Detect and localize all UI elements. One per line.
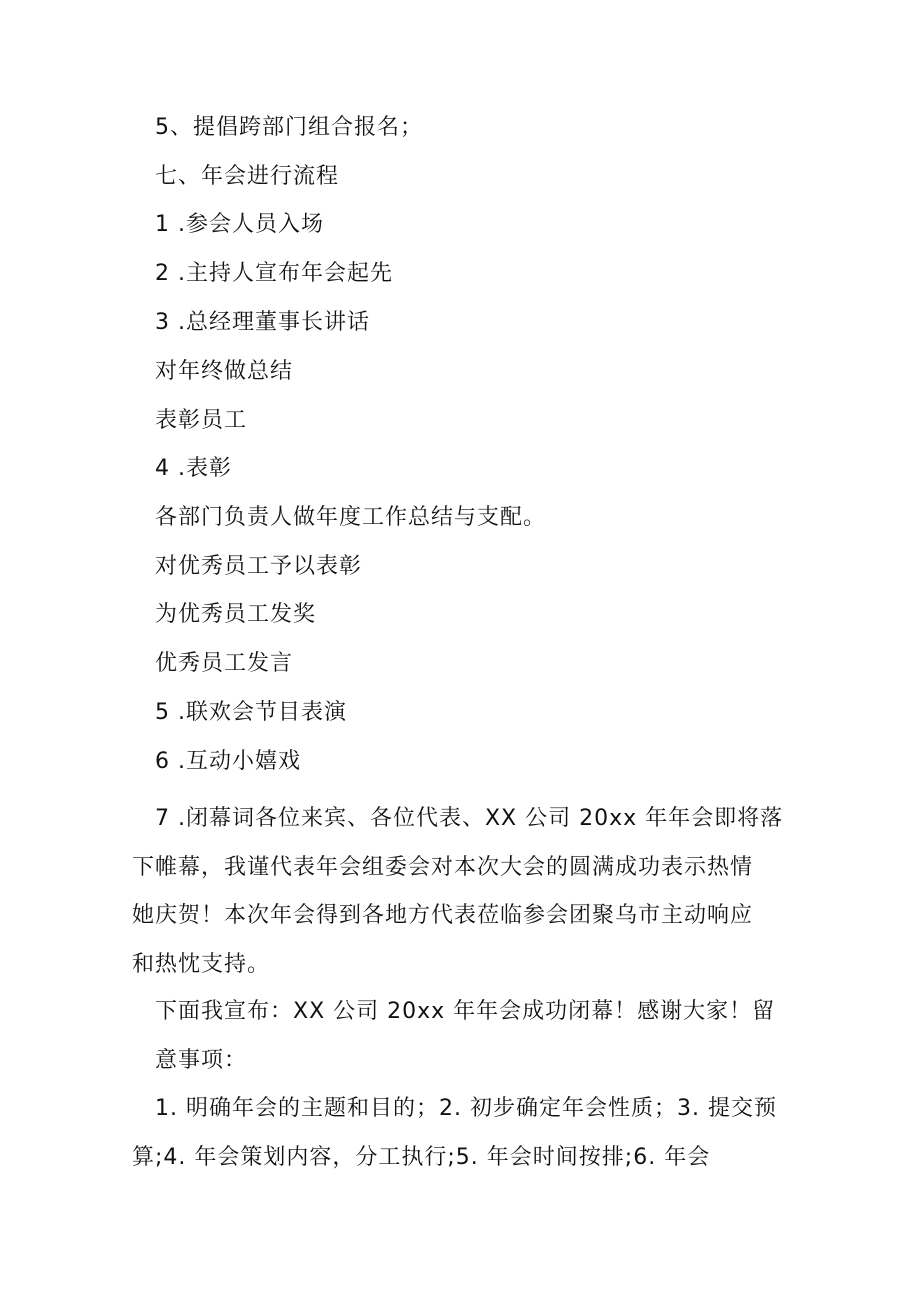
paragraph-line: 下帷幕，我谨代表年会组委会对本次大会的圆满成功表示热情 [132,854,754,880]
section-heading: 七、年会进行流程 [155,164,340,189]
text-line: 5、提倡跨部门组合报名； [155,115,423,140]
notes-paragraph [132,1085,787,1182]
paragraph-line: 1. 明确年会的主题和目的；2. 初步确定年会性质；3. 提交预 [155,1096,777,1121]
text-line: 1 .参会人员入场 [155,212,324,237]
text-line: 对优秀员工予以表彰 [155,554,363,579]
paragraph-line: 算;4. 年会策划内容，分工执行;5. 年会时间按排;6. 年会 [132,1144,711,1170]
text-line: 2 .主持人宣布年会起先 [155,261,393,286]
paragraph-line: 下面我宣布：XX 公司 20xx 年年会成功闭幕！感谢大家！留 [155,999,776,1024]
text-line: 6 .互动小嬉戏 [155,749,301,774]
text-line: 对年终做总结 [155,359,294,384]
text-line: 表彰员工 [155,408,248,433]
text-line: 5 .联欢会节目表演 [155,700,347,725]
paragraph-line: 和热忱支持。 [132,951,271,977]
text-line: 各部门负责人做年度工作总结与支配。 [155,505,547,530]
paragraph-line: 意事项： [155,1047,248,1073]
text-line: 为优秀员工发奖 [155,602,317,627]
text-line: 3 .总经理董事长讲话 [155,310,370,335]
closing-paragraph [132,795,787,989]
text-line: 优秀员工发言 [155,651,294,676]
paragraph-line: 7 .闭幕词各位来宾、各位代表、XX 公司 20xx 年年会即将落 [155,806,784,831]
announcement-paragraph [132,988,787,1085]
text-line: 4 .表彰 [155,456,232,481]
paragraph-line: 她庆贺！本次年会得到各地方代表莅临参会团聚乌市主动响应 [132,903,754,928]
